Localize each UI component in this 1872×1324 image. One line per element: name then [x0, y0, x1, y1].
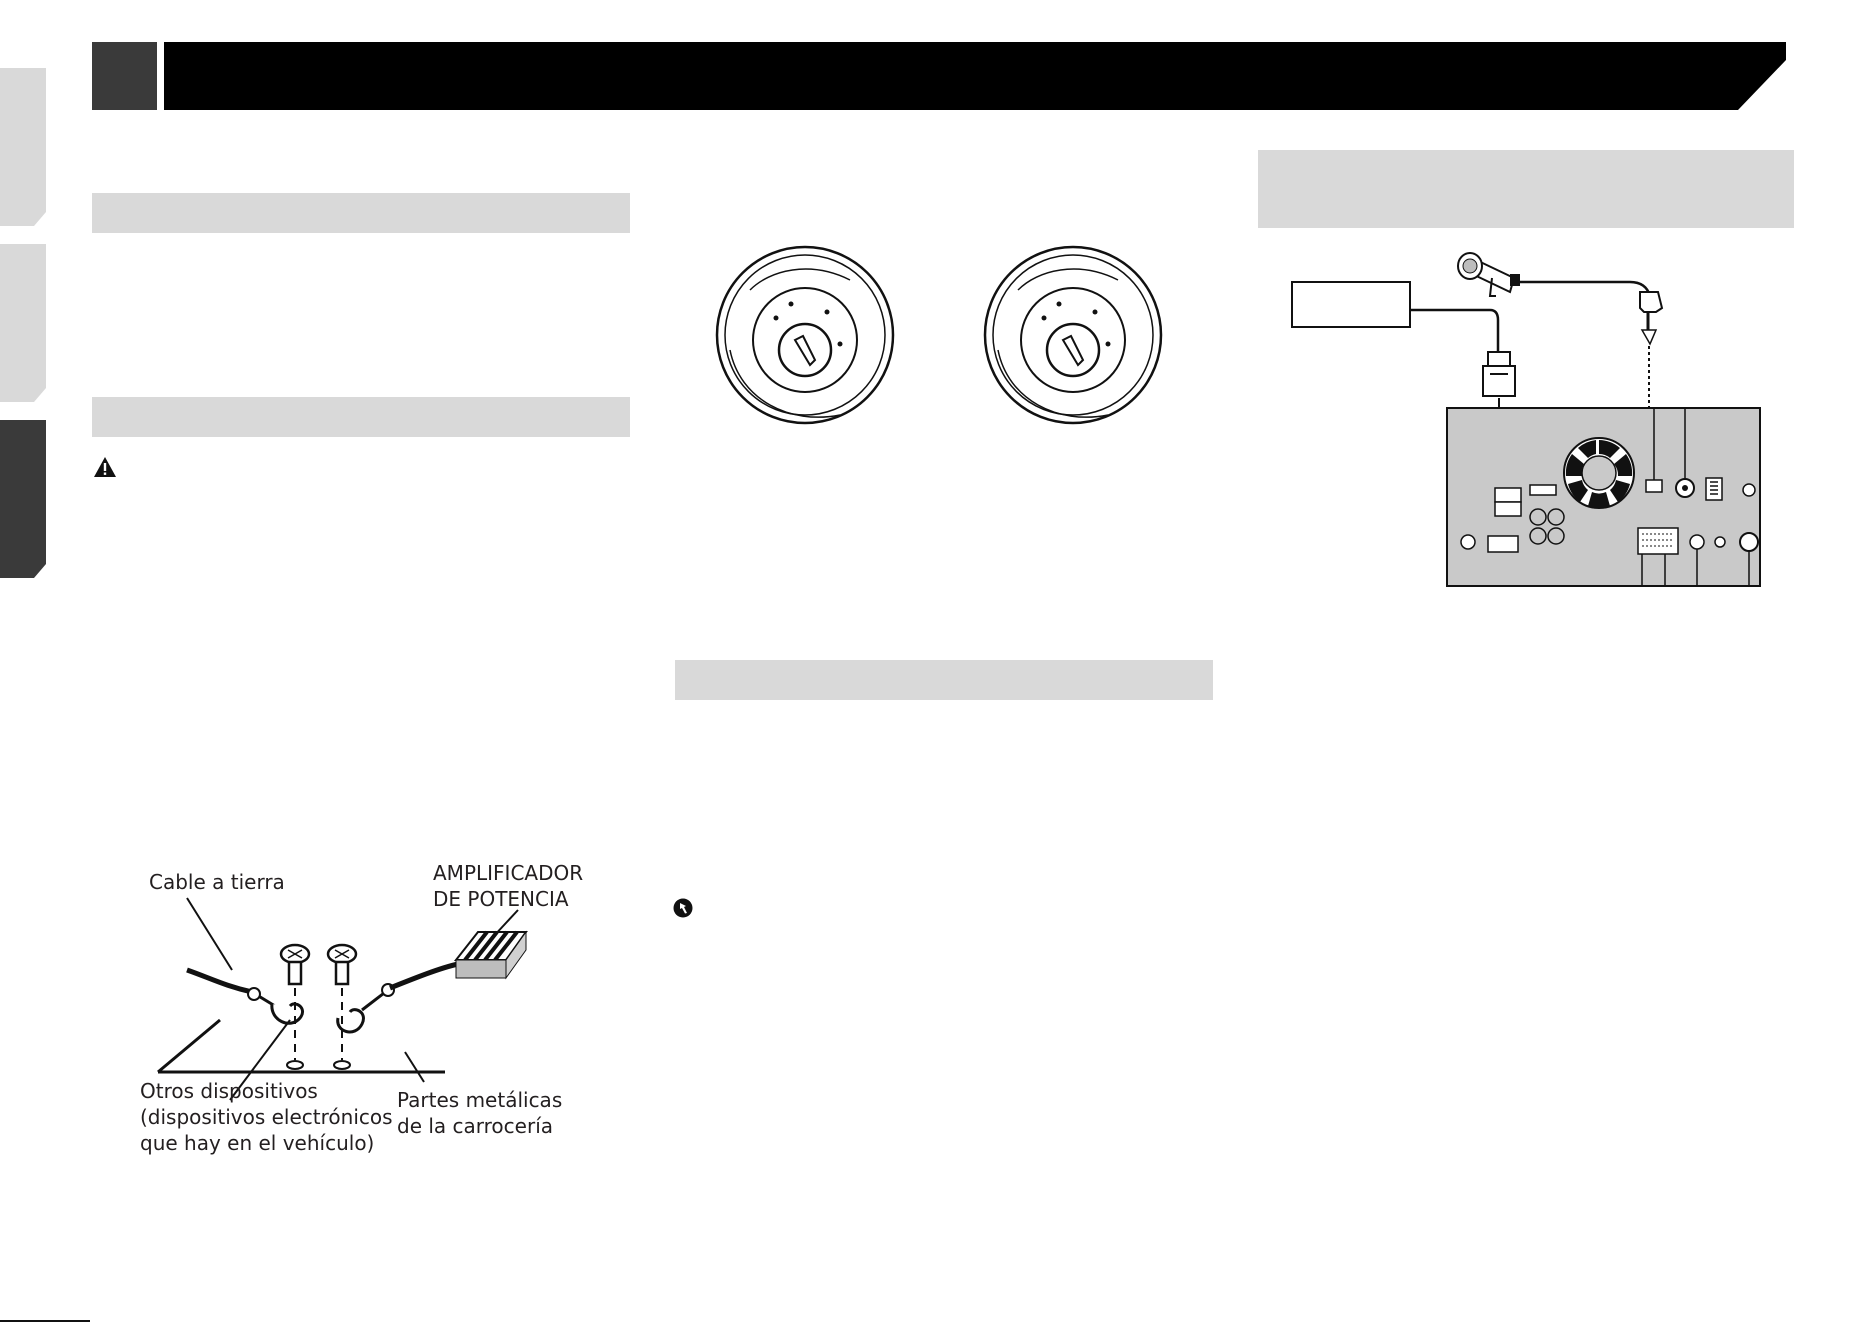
- amplifier-label-line2: DE POTENCIA: [433, 887, 569, 911]
- other-devices-line1: Otros dispositivos: [140, 1079, 318, 1103]
- ground-cable-label: Cable a tierra: [149, 870, 285, 894]
- metal-parts-line1: Partes metálicas: [397, 1088, 563, 1112]
- other-devices-line3: que hay en el vehículo): [140, 1131, 375, 1155]
- metal-parts-line2: de la carrocería: [397, 1114, 554, 1138]
- header-bar: [164, 42, 1786, 110]
- side-tab-shape: [0, 420, 46, 578]
- side-tab-1[interactable]: [0, 68, 46, 226]
- amplifier-label-line1: AMPLIFICADOR: [433, 861, 584, 885]
- rear-connection-diagram: [1280, 240, 1780, 595]
- side-tab-shape: [0, 244, 46, 402]
- section-band-right: [1258, 150, 1794, 228]
- other-devices-line2: (dispositivos electrónicos: [140, 1105, 393, 1129]
- warning-triangle-icon: [93, 456, 117, 478]
- section-band-middle: [675, 660, 1213, 700]
- important-note-icon: [673, 898, 693, 918]
- section-band-left-2: [92, 397, 630, 437]
- page-footer-rule: [0, 1320, 90, 1322]
- side-tab-2[interactable]: [0, 244, 46, 402]
- knob-illustration-left: [710, 240, 900, 430]
- side-tab-3-active[interactable]: [0, 420, 46, 578]
- header-chapter-square: [92, 42, 157, 110]
- section-band-left-1: [92, 193, 630, 233]
- side-tab-shape: [0, 68, 46, 226]
- knob-illustration-right: [978, 240, 1168, 430]
